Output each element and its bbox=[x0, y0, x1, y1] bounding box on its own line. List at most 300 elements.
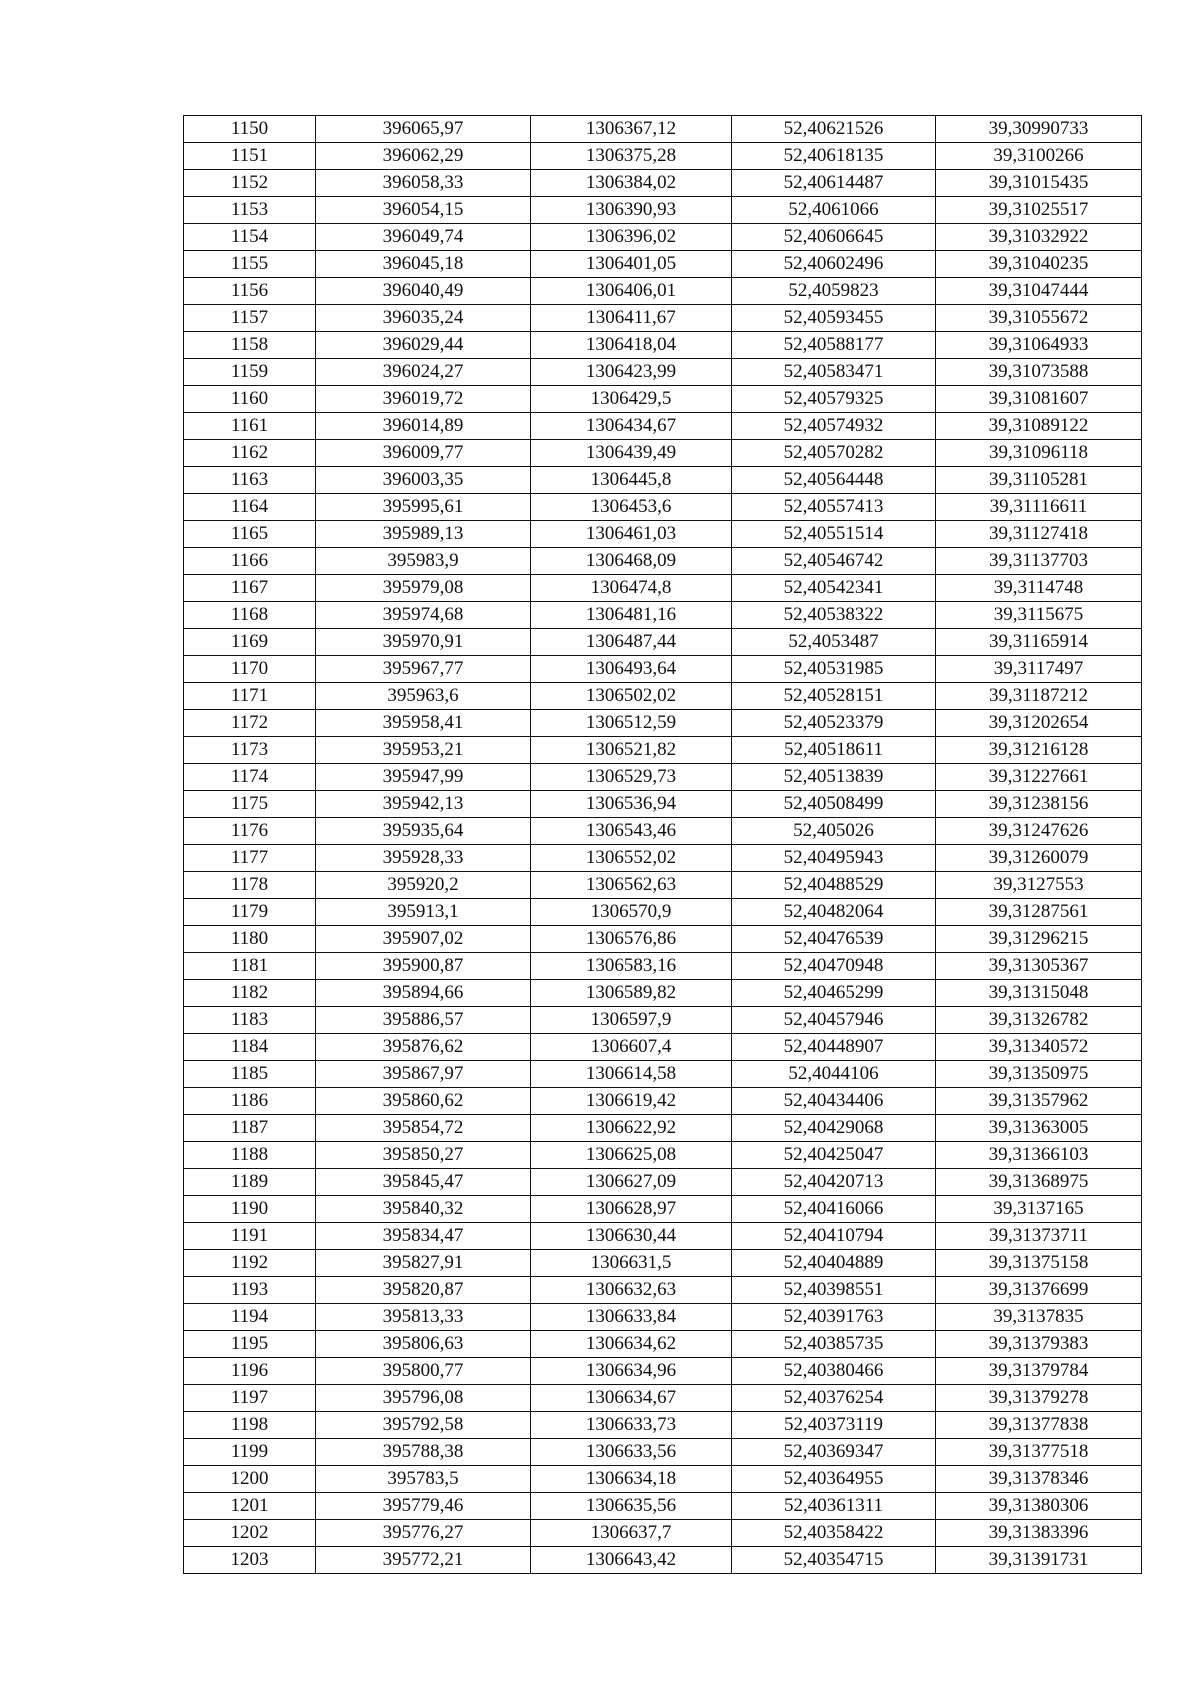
x-coordinate-cell: 395854,72 bbox=[316, 1115, 531, 1142]
y-coordinate-cell: 1306411,67 bbox=[531, 305, 732, 332]
table-row bbox=[184, 440, 1142, 467]
table-row bbox=[184, 224, 1142, 251]
y-coordinate-cell: 1306634,18 bbox=[531, 1466, 732, 1493]
latitude-cell: 52,40588177 bbox=[732, 332, 936, 359]
x-coordinate-cell: 395979,08 bbox=[316, 575, 531, 602]
point-number-cell: 1184 bbox=[184, 1034, 316, 1061]
point-number-cell: 1203 bbox=[184, 1547, 316, 1574]
y-coordinate-cell: 1306367,12 bbox=[531, 116, 732, 143]
x-coordinate-cell: 395900,87 bbox=[316, 953, 531, 980]
y-coordinate-cell: 1306493,64 bbox=[531, 656, 732, 683]
point-number-cell: 1168 bbox=[184, 602, 316, 629]
longitude-cell: 39,31383396 bbox=[936, 1520, 1142, 1547]
longitude-cell: 39,31375158 bbox=[936, 1250, 1142, 1277]
y-coordinate-cell: 1306635,56 bbox=[531, 1493, 732, 1520]
table-row bbox=[184, 386, 1142, 413]
point-number-cell: 1202 bbox=[184, 1520, 316, 1547]
table-row bbox=[184, 332, 1142, 359]
longitude-cell: 39,31216128 bbox=[936, 737, 1142, 764]
point-number-cell: 1188 bbox=[184, 1142, 316, 1169]
x-coordinate-cell: 395867,97 bbox=[316, 1061, 531, 1088]
table-row bbox=[184, 1385, 1142, 1412]
point-number-cell: 1164 bbox=[184, 494, 316, 521]
x-coordinate-cell: 396035,24 bbox=[316, 305, 531, 332]
point-number-cell: 1150 bbox=[184, 116, 316, 143]
x-coordinate-cell: 396058,33 bbox=[316, 170, 531, 197]
longitude-cell: 39,3137165 bbox=[936, 1196, 1142, 1223]
x-coordinate-cell: 396054,15 bbox=[316, 197, 531, 224]
table-row bbox=[184, 170, 1142, 197]
longitude-cell: 39,31105281 bbox=[936, 467, 1142, 494]
table-row bbox=[184, 548, 1142, 575]
y-coordinate-cell: 1306637,7 bbox=[531, 1520, 732, 1547]
x-coordinate-cell: 395995,61 bbox=[316, 494, 531, 521]
x-coordinate-cell: 395935,64 bbox=[316, 818, 531, 845]
table-row bbox=[184, 575, 1142, 602]
point-number-cell: 1169 bbox=[184, 629, 316, 656]
x-coordinate-cell: 395772,21 bbox=[316, 1547, 531, 1574]
longitude-cell: 39,31089122 bbox=[936, 413, 1142, 440]
x-coordinate-cell: 395806,63 bbox=[316, 1331, 531, 1358]
longitude-cell: 39,31366103 bbox=[936, 1142, 1142, 1169]
point-number-cell: 1155 bbox=[184, 251, 316, 278]
y-coordinate-cell: 1306481,16 bbox=[531, 602, 732, 629]
longitude-cell: 39,31305367 bbox=[936, 953, 1142, 980]
point-number-cell: 1162 bbox=[184, 440, 316, 467]
longitude-cell: 39,31357962 bbox=[936, 1088, 1142, 1115]
y-coordinate-cell: 1306502,02 bbox=[531, 683, 732, 710]
table-row bbox=[184, 143, 1142, 170]
latitude-cell: 52,40557413 bbox=[732, 494, 936, 521]
x-coordinate-cell: 395776,27 bbox=[316, 1520, 531, 1547]
y-coordinate-cell: 1306576,86 bbox=[531, 926, 732, 953]
x-coordinate-cell: 396029,44 bbox=[316, 332, 531, 359]
latitude-cell: 52,40429068 bbox=[732, 1115, 936, 1142]
x-coordinate-cell: 395800,77 bbox=[316, 1358, 531, 1385]
point-number-cell: 1173 bbox=[184, 737, 316, 764]
longitude-cell: 39,31326782 bbox=[936, 1007, 1142, 1034]
point-number-cell: 1165 bbox=[184, 521, 316, 548]
latitude-cell: 52,40457946 bbox=[732, 1007, 936, 1034]
y-coordinate-cell: 1306552,02 bbox=[531, 845, 732, 872]
table-row bbox=[184, 305, 1142, 332]
point-number-cell: 1159 bbox=[184, 359, 316, 386]
x-coordinate-cell: 395947,99 bbox=[316, 764, 531, 791]
latitude-cell: 52,40546742 bbox=[732, 548, 936, 575]
longitude-cell: 39,31073588 bbox=[936, 359, 1142, 386]
longitude-cell: 39,31137703 bbox=[936, 548, 1142, 575]
point-number-cell: 1171 bbox=[184, 683, 316, 710]
table-row bbox=[184, 251, 1142, 278]
latitude-cell: 52,40425047 bbox=[732, 1142, 936, 1169]
latitude-cell: 52,40593455 bbox=[732, 305, 936, 332]
longitude-cell: 39,31047444 bbox=[936, 278, 1142, 305]
x-coordinate-cell: 395920,2 bbox=[316, 872, 531, 899]
latitude-cell: 52,40618135 bbox=[732, 143, 936, 170]
y-coordinate-cell: 1306461,03 bbox=[531, 521, 732, 548]
longitude-cell: 39,31368975 bbox=[936, 1169, 1142, 1196]
latitude-cell: 52,40574932 bbox=[732, 413, 936, 440]
longitude-cell: 39,31032922 bbox=[936, 224, 1142, 251]
y-coordinate-cell: 1306628,97 bbox=[531, 1196, 732, 1223]
point-number-cell: 1160 bbox=[184, 386, 316, 413]
table-row bbox=[184, 791, 1142, 818]
x-coordinate-cell: 395907,02 bbox=[316, 926, 531, 953]
longitude-cell: 39,31379383 bbox=[936, 1331, 1142, 1358]
coordinates-table-body bbox=[184, 116, 1142, 1574]
table-row bbox=[184, 683, 1142, 710]
latitude-cell: 52,40523379 bbox=[732, 710, 936, 737]
x-coordinate-cell: 395989,13 bbox=[316, 521, 531, 548]
x-coordinate-cell: 396014,89 bbox=[316, 413, 531, 440]
y-coordinate-cell: 1306396,02 bbox=[531, 224, 732, 251]
x-coordinate-cell: 396040,49 bbox=[316, 278, 531, 305]
x-coordinate-cell: 396049,74 bbox=[316, 224, 531, 251]
point-number-cell: 1181 bbox=[184, 953, 316, 980]
point-number-cell: 1201 bbox=[184, 1493, 316, 1520]
table-row bbox=[184, 872, 1142, 899]
y-coordinate-cell: 1306643,42 bbox=[531, 1547, 732, 1574]
y-coordinate-cell: 1306632,63 bbox=[531, 1277, 732, 1304]
table-row bbox=[184, 197, 1142, 224]
longitude-cell: 39,31287561 bbox=[936, 899, 1142, 926]
table-row bbox=[184, 980, 1142, 1007]
longitude-cell: 39,31064933 bbox=[936, 332, 1142, 359]
latitude-cell: 52,40579325 bbox=[732, 386, 936, 413]
point-number-cell: 1152 bbox=[184, 170, 316, 197]
y-coordinate-cell: 1306625,08 bbox=[531, 1142, 732, 1169]
y-coordinate-cell: 1306401,05 bbox=[531, 251, 732, 278]
point-number-cell: 1157 bbox=[184, 305, 316, 332]
x-coordinate-cell: 395983,9 bbox=[316, 548, 531, 575]
table-row bbox=[184, 1412, 1142, 1439]
latitude-cell: 52,40542341 bbox=[732, 575, 936, 602]
latitude-cell: 52,40364955 bbox=[732, 1466, 936, 1493]
table-row bbox=[184, 737, 1142, 764]
x-coordinate-cell: 395963,6 bbox=[316, 683, 531, 710]
y-coordinate-cell: 1306631,5 bbox=[531, 1250, 732, 1277]
latitude-cell: 52,40373119 bbox=[732, 1412, 936, 1439]
latitude-cell: 52,40508499 bbox=[732, 791, 936, 818]
latitude-cell: 52,40416066 bbox=[732, 1196, 936, 1223]
longitude-cell: 39,31350975 bbox=[936, 1061, 1142, 1088]
longitude-cell: 39,30990733 bbox=[936, 116, 1142, 143]
y-coordinate-cell: 1306619,42 bbox=[531, 1088, 732, 1115]
x-coordinate-cell: 395788,38 bbox=[316, 1439, 531, 1466]
table-row bbox=[184, 1304, 1142, 1331]
x-coordinate-cell: 395834,47 bbox=[316, 1223, 531, 1250]
point-number-cell: 1180 bbox=[184, 926, 316, 953]
coordinates-table bbox=[183, 115, 1142, 1574]
x-coordinate-cell: 395928,33 bbox=[316, 845, 531, 872]
latitude-cell: 52,40513839 bbox=[732, 764, 936, 791]
point-number-cell: 1178 bbox=[184, 872, 316, 899]
latitude-cell: 52,40465299 bbox=[732, 980, 936, 1007]
x-coordinate-cell: 396062,29 bbox=[316, 143, 531, 170]
latitude-cell: 52,40434406 bbox=[732, 1088, 936, 1115]
longitude-cell: 39,31238156 bbox=[936, 791, 1142, 818]
longitude-cell: 39,31377518 bbox=[936, 1439, 1142, 1466]
longitude-cell: 39,31055672 bbox=[936, 305, 1142, 332]
longitude-cell: 39,3137835 bbox=[936, 1304, 1142, 1331]
x-coordinate-cell: 395876,62 bbox=[316, 1034, 531, 1061]
table-row bbox=[184, 926, 1142, 953]
longitude-cell: 39,31363005 bbox=[936, 1115, 1142, 1142]
table-row bbox=[184, 1034, 1142, 1061]
table-row bbox=[184, 1466, 1142, 1493]
y-coordinate-cell: 1306633,73 bbox=[531, 1412, 732, 1439]
y-coordinate-cell: 1306512,59 bbox=[531, 710, 732, 737]
table-row bbox=[184, 116, 1142, 143]
point-number-cell: 1187 bbox=[184, 1115, 316, 1142]
longitude-cell: 39,31391731 bbox=[936, 1547, 1142, 1574]
y-coordinate-cell: 1306445,8 bbox=[531, 467, 732, 494]
table-row bbox=[184, 521, 1142, 548]
point-number-cell: 1195 bbox=[184, 1331, 316, 1358]
x-coordinate-cell: 395967,77 bbox=[316, 656, 531, 683]
x-coordinate-cell: 395958,41 bbox=[316, 710, 531, 737]
point-number-cell: 1176 bbox=[184, 818, 316, 845]
longitude-cell: 39,31260079 bbox=[936, 845, 1142, 872]
longitude-cell: 39,31247626 bbox=[936, 818, 1142, 845]
longitude-cell: 39,31227661 bbox=[936, 764, 1142, 791]
table-row bbox=[184, 278, 1142, 305]
point-number-cell: 1197 bbox=[184, 1385, 316, 1412]
latitude-cell: 52,4044106 bbox=[732, 1061, 936, 1088]
longitude-cell: 39,31165914 bbox=[936, 629, 1142, 656]
longitude-cell: 39,31315048 bbox=[936, 980, 1142, 1007]
point-number-cell: 1179 bbox=[184, 899, 316, 926]
latitude-cell: 52,40528151 bbox=[732, 683, 936, 710]
y-coordinate-cell: 1306429,5 bbox=[531, 386, 732, 413]
latitude-cell: 52,40376254 bbox=[732, 1385, 936, 1412]
point-number-cell: 1196 bbox=[184, 1358, 316, 1385]
latitude-cell: 52,4059823 bbox=[732, 278, 936, 305]
y-coordinate-cell: 1306487,44 bbox=[531, 629, 732, 656]
y-coordinate-cell: 1306406,01 bbox=[531, 278, 732, 305]
latitude-cell: 52,40621526 bbox=[732, 116, 936, 143]
table-row bbox=[184, 1007, 1142, 1034]
y-coordinate-cell: 1306562,63 bbox=[531, 872, 732, 899]
latitude-cell: 52,40570282 bbox=[732, 440, 936, 467]
longitude-cell: 39,3100266 bbox=[936, 143, 1142, 170]
point-number-cell: 1153 bbox=[184, 197, 316, 224]
x-coordinate-cell: 395886,57 bbox=[316, 1007, 531, 1034]
latitude-cell: 52,40495943 bbox=[732, 845, 936, 872]
y-coordinate-cell: 1306614,58 bbox=[531, 1061, 732, 1088]
table-row bbox=[184, 1223, 1142, 1250]
y-coordinate-cell: 1306597,9 bbox=[531, 1007, 732, 1034]
latitude-cell: 52,40476539 bbox=[732, 926, 936, 953]
y-coordinate-cell: 1306633,56 bbox=[531, 1439, 732, 1466]
longitude-cell: 39,3114748 bbox=[936, 575, 1142, 602]
y-coordinate-cell: 1306439,49 bbox=[531, 440, 732, 467]
longitude-cell: 39,31081607 bbox=[936, 386, 1142, 413]
point-number-cell: 1194 bbox=[184, 1304, 316, 1331]
table-row bbox=[184, 764, 1142, 791]
y-coordinate-cell: 1306521,82 bbox=[531, 737, 732, 764]
longitude-cell: 39,31296215 bbox=[936, 926, 1142, 953]
latitude-cell: 52,40448907 bbox=[732, 1034, 936, 1061]
x-coordinate-cell: 395953,21 bbox=[316, 737, 531, 764]
table-row bbox=[184, 1115, 1142, 1142]
longitude-cell: 39,3117497 bbox=[936, 656, 1142, 683]
point-number-cell: 1190 bbox=[184, 1196, 316, 1223]
y-coordinate-cell: 1306634,67 bbox=[531, 1385, 732, 1412]
point-number-cell: 1186 bbox=[184, 1088, 316, 1115]
latitude-cell: 52,405026 bbox=[732, 818, 936, 845]
point-number-cell: 1191 bbox=[184, 1223, 316, 1250]
point-number-cell: 1154 bbox=[184, 224, 316, 251]
table-row bbox=[184, 899, 1142, 926]
longitude-cell: 39,31380306 bbox=[936, 1493, 1142, 1520]
latitude-cell: 52,40410794 bbox=[732, 1223, 936, 1250]
latitude-cell: 52,40470948 bbox=[732, 953, 936, 980]
longitude-cell: 39,31015435 bbox=[936, 170, 1142, 197]
table-row bbox=[184, 1331, 1142, 1358]
latitude-cell: 52,40538322 bbox=[732, 602, 936, 629]
y-coordinate-cell: 1306622,92 bbox=[531, 1115, 732, 1142]
longitude-cell: 39,3115675 bbox=[936, 602, 1142, 629]
longitude-cell: 39,31187212 bbox=[936, 683, 1142, 710]
x-coordinate-cell: 395894,66 bbox=[316, 980, 531, 1007]
latitude-cell: 52,40404889 bbox=[732, 1250, 936, 1277]
x-coordinate-cell: 395783,5 bbox=[316, 1466, 531, 1493]
point-number-cell: 1183 bbox=[184, 1007, 316, 1034]
x-coordinate-cell: 395913,1 bbox=[316, 899, 531, 926]
longitude-cell: 39,31379784 bbox=[936, 1358, 1142, 1385]
table-row bbox=[184, 1493, 1142, 1520]
point-number-cell: 1189 bbox=[184, 1169, 316, 1196]
x-coordinate-cell: 395840,32 bbox=[316, 1196, 531, 1223]
y-coordinate-cell: 1306633,84 bbox=[531, 1304, 732, 1331]
latitude-cell: 52,40602496 bbox=[732, 251, 936, 278]
y-coordinate-cell: 1306375,28 bbox=[531, 143, 732, 170]
longitude-cell: 39,31025517 bbox=[936, 197, 1142, 224]
point-number-cell: 1192 bbox=[184, 1250, 316, 1277]
point-number-cell: 1182 bbox=[184, 980, 316, 1007]
table-row bbox=[184, 602, 1142, 629]
point-number-cell: 1185 bbox=[184, 1061, 316, 1088]
latitude-cell: 52,40488529 bbox=[732, 872, 936, 899]
x-coordinate-cell: 395860,62 bbox=[316, 1088, 531, 1115]
point-number-cell: 1193 bbox=[184, 1277, 316, 1304]
latitude-cell: 52,40354715 bbox=[732, 1547, 936, 1574]
table-row bbox=[184, 1169, 1142, 1196]
latitude-cell: 52,40564448 bbox=[732, 467, 936, 494]
longitude-cell: 39,31040235 bbox=[936, 251, 1142, 278]
longitude-cell: 39,31127418 bbox=[936, 521, 1142, 548]
point-number-cell: 1167 bbox=[184, 575, 316, 602]
y-coordinate-cell: 1306384,02 bbox=[531, 170, 732, 197]
x-coordinate-cell: 395845,47 bbox=[316, 1169, 531, 1196]
table-row bbox=[184, 467, 1142, 494]
table-row bbox=[184, 494, 1142, 521]
latitude-cell: 52,40361311 bbox=[732, 1493, 936, 1520]
x-coordinate-cell: 395942,13 bbox=[316, 791, 531, 818]
longitude-cell: 39,31378346 bbox=[936, 1466, 1142, 1493]
latitude-cell: 52,40583471 bbox=[732, 359, 936, 386]
y-coordinate-cell: 1306570,9 bbox=[531, 899, 732, 926]
y-coordinate-cell: 1306589,82 bbox=[531, 980, 732, 1007]
x-coordinate-cell: 396009,77 bbox=[316, 440, 531, 467]
table-row bbox=[184, 1358, 1142, 1385]
longitude-cell: 39,31340572 bbox=[936, 1034, 1142, 1061]
x-coordinate-cell: 395974,68 bbox=[316, 602, 531, 629]
x-coordinate-cell: 396003,35 bbox=[316, 467, 531, 494]
table-row bbox=[184, 710, 1142, 737]
table-row bbox=[184, 845, 1142, 872]
latitude-cell: 52,40420713 bbox=[732, 1169, 936, 1196]
x-coordinate-cell: 395970,91 bbox=[316, 629, 531, 656]
y-coordinate-cell: 1306627,09 bbox=[531, 1169, 732, 1196]
table-row bbox=[184, 1547, 1142, 1574]
point-number-cell: 1166 bbox=[184, 548, 316, 575]
y-coordinate-cell: 1306468,09 bbox=[531, 548, 732, 575]
x-coordinate-cell: 396024,27 bbox=[316, 359, 531, 386]
longitude-cell: 39,31096118 bbox=[936, 440, 1142, 467]
point-number-cell: 1177 bbox=[184, 845, 316, 872]
table-row bbox=[184, 413, 1142, 440]
latitude-cell: 52,40358422 bbox=[732, 1520, 936, 1547]
point-number-cell: 1199 bbox=[184, 1439, 316, 1466]
point-number-cell: 1151 bbox=[184, 143, 316, 170]
table-row bbox=[184, 359, 1142, 386]
table-row bbox=[184, 1196, 1142, 1223]
table-row bbox=[184, 1250, 1142, 1277]
table-row bbox=[184, 1439, 1142, 1466]
x-coordinate-cell: 395820,87 bbox=[316, 1277, 531, 1304]
longitude-cell: 39,31377838 bbox=[936, 1412, 1142, 1439]
y-coordinate-cell: 1306434,67 bbox=[531, 413, 732, 440]
y-coordinate-cell: 1306634,62 bbox=[531, 1331, 732, 1358]
point-number-cell: 1174 bbox=[184, 764, 316, 791]
y-coordinate-cell: 1306607,4 bbox=[531, 1034, 732, 1061]
table-row bbox=[184, 1277, 1142, 1304]
y-coordinate-cell: 1306630,44 bbox=[531, 1223, 732, 1250]
x-coordinate-cell: 395813,33 bbox=[316, 1304, 531, 1331]
longitude-cell: 39,31373711 bbox=[936, 1223, 1142, 1250]
point-number-cell: 1170 bbox=[184, 656, 316, 683]
latitude-cell: 52,40398551 bbox=[732, 1277, 936, 1304]
table-row bbox=[184, 1520, 1142, 1547]
longitude-cell: 39,31116611 bbox=[936, 494, 1142, 521]
x-coordinate-cell: 396019,72 bbox=[316, 386, 531, 413]
y-coordinate-cell: 1306453,6 bbox=[531, 494, 732, 521]
x-coordinate-cell: 395779,46 bbox=[316, 1493, 531, 1520]
point-number-cell: 1200 bbox=[184, 1466, 316, 1493]
table-row bbox=[184, 1061, 1142, 1088]
y-coordinate-cell: 1306583,16 bbox=[531, 953, 732, 980]
point-number-cell: 1175 bbox=[184, 791, 316, 818]
point-number-cell: 1172 bbox=[184, 710, 316, 737]
point-number-cell: 1156 bbox=[184, 278, 316, 305]
table-row bbox=[184, 818, 1142, 845]
x-coordinate-cell: 395827,91 bbox=[316, 1250, 531, 1277]
latitude-cell: 52,40518611 bbox=[732, 737, 936, 764]
x-coordinate-cell: 396045,18 bbox=[316, 251, 531, 278]
longitude-cell: 39,31379278 bbox=[936, 1385, 1142, 1412]
latitude-cell: 52,40531985 bbox=[732, 656, 936, 683]
latitude-cell: 52,40614487 bbox=[732, 170, 936, 197]
latitude-cell: 52,40380466 bbox=[732, 1358, 936, 1385]
y-coordinate-cell: 1306529,73 bbox=[531, 764, 732, 791]
longitude-cell: 39,31202654 bbox=[936, 710, 1142, 737]
longitude-cell: 39,3127553 bbox=[936, 872, 1142, 899]
latitude-cell: 52,4061066 bbox=[732, 197, 936, 224]
latitude-cell: 52,40369347 bbox=[732, 1439, 936, 1466]
table-row bbox=[184, 953, 1142, 980]
